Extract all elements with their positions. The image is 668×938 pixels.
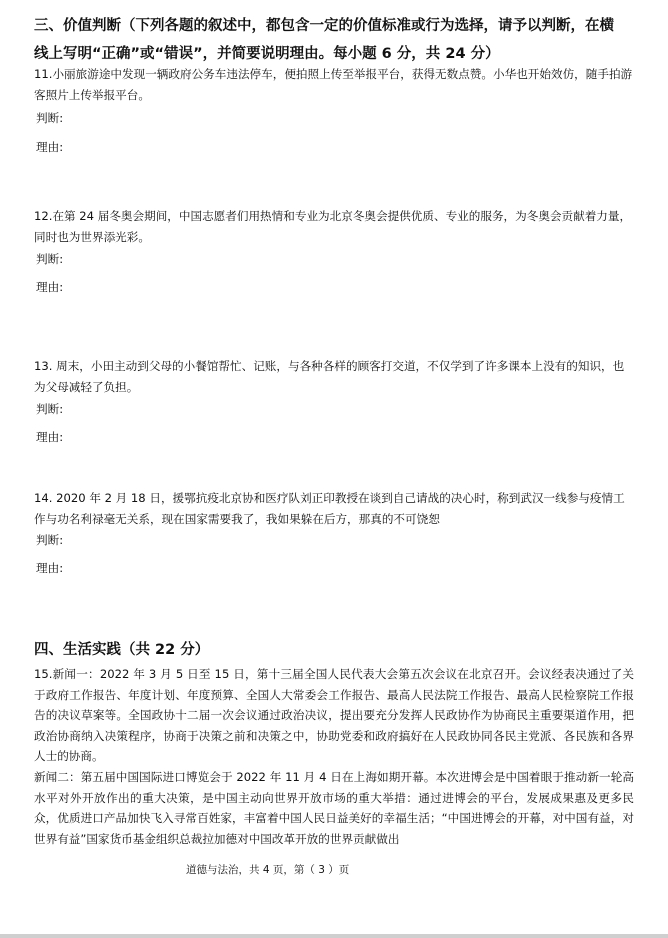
news-1-paragraph: 15.新闻一：2022 年 3 月 5 日至 15 日，第十三届全国人民代表大会第五次会议在北京召开。会议经表决通过了关于政府工作报告、年度计划、年度预算、全国人大常委会工作报告、最高人民法院工作报告、最高人民检察院工作报告的决议草案等。全国政协十二届一次会议通过政治决议，提出要充分发挥人民政协作为协商民主重要渠道作用，把政治协商纳入决策程序，协商于决策之前和决策之中，协助党委和政府搞好在人民政协同各民主党派、各民族和各界人士的协商。 (34, 667, 634, 764)
question-11-reason-label: 理由: (36, 140, 64, 154)
question-13-reason-label: 理由: (36, 430, 64, 444)
page-bottom-edge (0, 934, 668, 938)
question-14-text: 14. 2020 年 2 月 18 日，援鄂抗疫北京协和医疗队刘正印教授在谈到自己请战的决心时，称到武汉一线参与疫情工作与功名利禄毫无关系，现在国家需要我了，我如果躲在后方，那真的不可饶恕 (34, 491, 625, 526)
section-4-title: 四、生活实践（共 22 分） (34, 642, 210, 658)
question-11-judge-label: 判断: (36, 111, 64, 125)
question-11-text: 11.小丽旅游途中发现一辆政府公务车违法停车，便拍照上传至举报平台，获得无数点赞。小华也开始效仿，随手拍游客照片上传举报平台。 (34, 67, 633, 102)
section-3-title-line1: 三、价值判断（下列各题的叙述中，都包含一定的价值标准或行为选择，请予以判断，在横 (34, 18, 614, 34)
question-12-reason-label: 理由: (36, 280, 64, 294)
page-footer: 道德与法治，共 4 页，第（ 3 ）页 (186, 864, 350, 876)
question-12-judge-label: 判断: (36, 252, 64, 266)
news-2-paragraph: 新闻二：第五届中国国际进口博览会于 2022 年 11 月 4 日在上海如期开幕。本次进博会是中国着眼于推动新一轮高水平对外开放作出的重大决策，是中国主动向世界开放市场的重大举措：通过进博会的平台，发展成果惠及更多民众，优质进口产品加快飞入寻常百姓家，丰富着中国人民日益美好的幸福生活；“中国进博会的开幕，对中国有益，对世界有益”国家货币基金组织总裁拉加德对中国改革开放的世界贡献做出 (34, 770, 634, 846)
question-13-text: 13. 周末，小田主动到父母的小餐馆帮忙、记账，与各种各样的顾客打交道，不仅学到了许多课本上没有的知识，也为父母减轻了负担。 (34, 359, 625, 394)
question-14-judge-label: 判断: (36, 533, 64, 547)
question-12-text: 12.在第 24 届冬奥会期间，中国志愿者们用热情和专业为北京冬奥会提供优质、专业的服务，为冬奥会贡献着力量，同时也为世界添光彩。 (34, 209, 632, 244)
question-13-judge-label: 判断: (36, 402, 64, 416)
question-14-reason-label: 理由: (36, 561, 64, 575)
section-3-title-line2: 线上写明“正确”或“错误”，并简要说明理由。每小题 6 分，共 24 分） (34, 46, 500, 62)
section-3-title (34, 14, 634, 66)
